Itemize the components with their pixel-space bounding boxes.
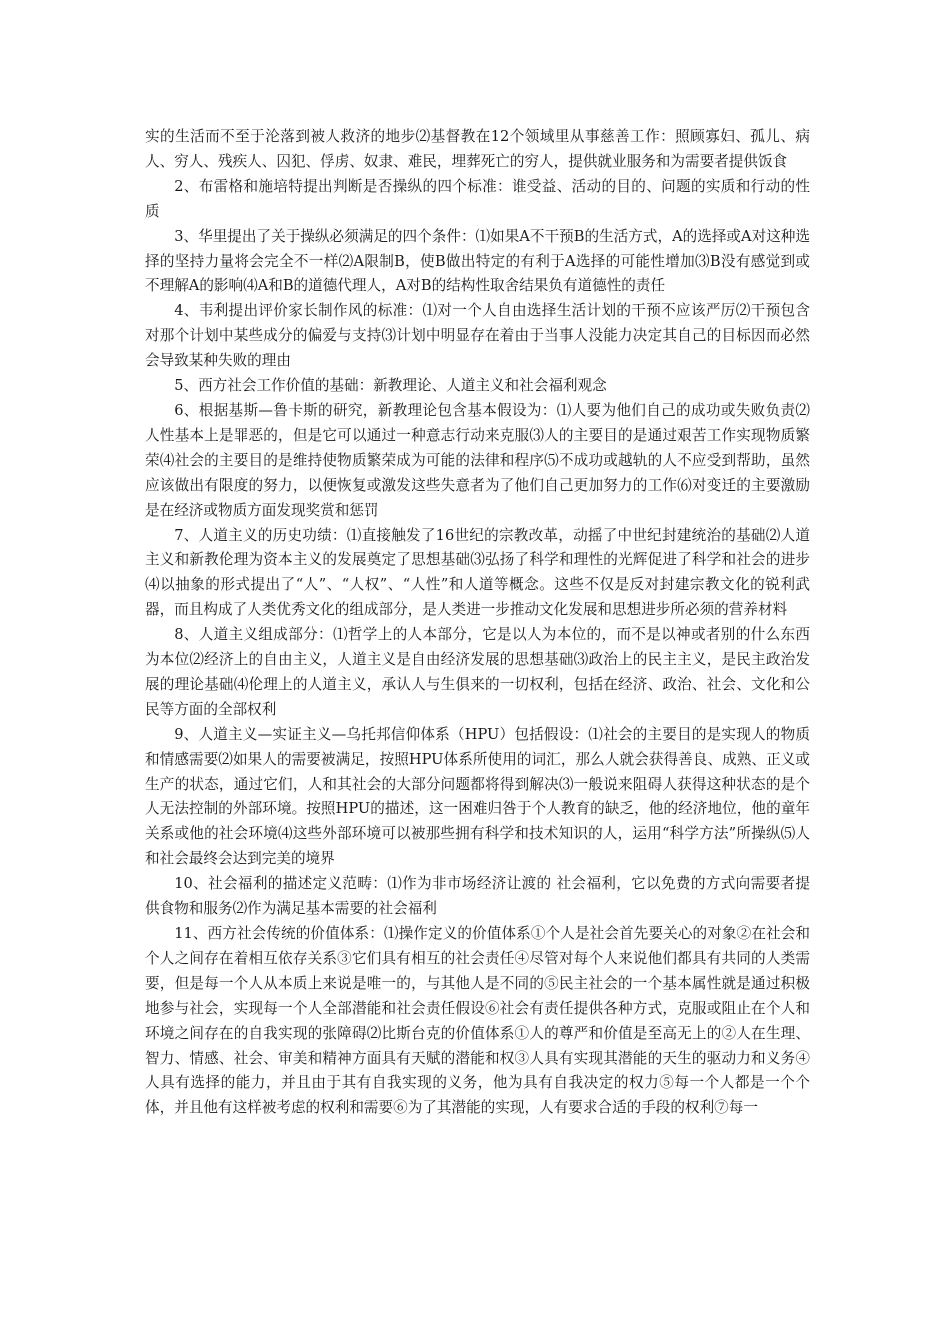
- paragraph-item-3: 3、华里提出了关于操纵必须满足的四个条件：⑴如果A不干预B的生活方式，A的选择或A对这种选择的坚持力量将会完全不一样⑵A限制B，使B做出特定的有利于A选择的可能性增加⑶B没有感觉到或不理解A的影响⑷A和B的道德代理人，A对B的结构性取舍结果负有道德性的责任: [145, 227, 810, 295]
- paragraph-item-7: 7、人道主义的历史功绩：⑴直接触发了16世纪的宗教改革，动摇了中世纪封建统治的基础⑵人道主义和新教伦理为资本主义的发展奠定了思想基础⑶弘扬了科学和理性的光辉促进了科学和社会的进步⑷以抽象的形式提出了“人”、“人权”、“人性”和人道等概念。这些不仅是反对封建宗教文化的锐利武器，而且构成了人类优秀文化的组成部分，是人类进一步推动文化发展和思想进步所必须的营养材料: [145, 526, 810, 619]
- paragraph-item-8: 8、人道主义组成部分：⑴哲学上的人本部分，它是以人为本位的，而不是以神或者别的什么东西为本位⑵经济上的自由主义，人道主义是自由经济发展的思想基础⑶政治上的民主主义，是民主政治发展的理论基础⑷伦理上的人道主义，承认人与生俱来的一切权利，包括在经济、政治、社会、文化和公民等方面的全部权利: [145, 626, 810, 718]
- paragraph-item-2: 2、布雷格和施培特提出判断是否操纵的四个标准：谁受益、活动的目的、问题的实质和行动的性质: [145, 177, 810, 220]
- paragraph-item-6: 6、根据基斯—鲁卡斯的研究，新教理论包含基本假设为：⑴人要为他们自己的成功或失败负责⑵人性基本上是罪恶的，但是它可以通过一种意志行动来克服⑶人的主要目的是通过艰苦工作实现物质繁荣⑷社会的主要目的是维持使物质繁荣成为可能的法律和程序⑸不成功或越轨的人不应受到帮助，虽然应该做出有限度的努力，以便恢复或激发这些失意者为了他们自己更加努力的工作⑹对变迁的主要激励是在经济或物质方面发现奖赏和惩罚: [145, 401, 810, 519]
- paragraph-item-9: 9、人道主义—实证主义—乌托邦信仰体系（HPU）包括假设：⑴社会的主要目的是实现人的物质和情感需要⑵如果人的需要被满足，按照HPU体系所使用的词汇，那么人就会获得善良、成熟、正义或生产的状态，通过它们，人和其社会的大部分问题都将得到解决⑶一般说来阻碍人获得这种状态的是个人无法控制的外部环境。按照HPU的描述，这一困难归咎于个人教育的缺乏，他的经济地位，他的童年关系或他的社会环境⑷这些外部环境可以被那些拥有科学和技术知识的人，运用“科学方法”所操纵⑸人和社会最终会达到完美的境界: [145, 725, 810, 868]
- paragraph-item-4: 4、韦利提出评价家长制作风的标准：⑴对一个人自由选择生活计划的干预不应该严厉⑵干预包含对那个计划中某些成分的偏爱与支持⑶计划中明显存在着由于当事人没能力决定其自己的目标因而必然会导致某种失败的理由: [145, 302, 810, 370]
- paragraph-item-11: 11、西方社会传统的价值体系：⑴操作定义的价值体系①个人是社会首先要关心的对象②在社会和个人之间存在着相互依存关系③它们具有相互的社会责任④尽管对每个人来说他们都具有共同的人类需要，但是每一个人从本质上来说是唯一的，与其他人是不同的⑤民主社会的一个基本属性就是通过积极地参与社会，实现每一个人全部潜能和社会责任假设⑥社会有责任提供各种方式，克服或阻止在个人和环境之间存在的自我实现的张障碍⑵比斯台克的价值体系①人的尊严和价值是至高无上的②人在生理、智力、情感、社会、审美和精神方面具有天赋的潜能和权③人具有实现其潜能的天生的驱动力和义务④人具有选择的能力，并且由于其有自我实现的义务，他为具有自我决定的权力⑤每一个人都是一个个体，并且他有这样被考虑的权利和需要⑥为了其潜能的实现，人有要求合适的手段的权利⑦每一: [145, 925, 810, 1117]
- paragraph-item-10: 10、社会福利的描述定义范畴：⑴作为非市场经济让渡的 社会福利，它以免费的方式向需要者提供食物和服务⑵作为满足基本需要的社会福利: [145, 875, 810, 918]
- document-page: [145, 125, 810, 1121]
- paragraph-item-5: 5、西方社会工作价值的基础：新教理论、人道主义和社会福利观念: [174, 377, 607, 395]
- paragraph-continuation: 实的生活而不至于沦落到被人救济的地步⑵基督教在12个领域里从事慈善工作：照顾寡妇、孤儿、病人、穷人、残疾人、囚犯、俘虏、奴隶、难民，埋葬死亡的穷人，提供就业服务和为需要者提供饭食: [145, 128, 810, 170]
